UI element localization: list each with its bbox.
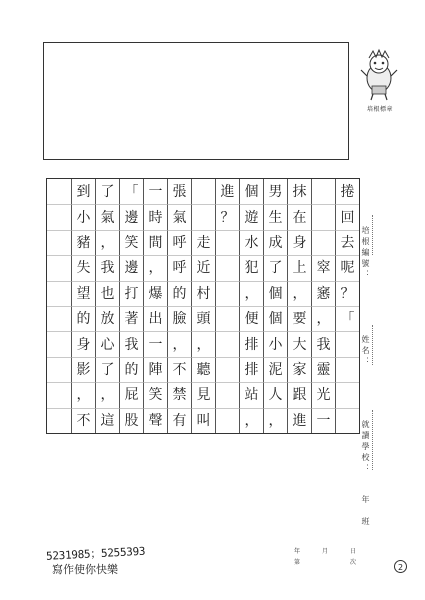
grid-cell: 生 (263, 204, 287, 229)
grid-cell: 的 (167, 281, 191, 306)
grid-cell: 股 (119, 408, 143, 433)
grid-cell: 邊 (119, 255, 143, 280)
grid-cell: 也 (95, 281, 119, 306)
grid-cell (215, 306, 239, 331)
grid-cell: 小 (71, 204, 95, 229)
grid-cell: 望 (71, 281, 95, 306)
grid-cell: 聲 (143, 408, 167, 433)
grid-cell (215, 331, 239, 356)
grid-cell: 呢 (335, 255, 359, 280)
grid-cell: 影 (71, 357, 95, 382)
grid-cell (47, 179, 71, 204)
writing-grid (46, 178, 360, 434)
grid-cell: 放 (95, 306, 119, 331)
grid-cell: 我 (95, 255, 119, 280)
grid-cell: 氣 (167, 204, 191, 229)
teacher-comment-box (43, 42, 349, 160)
grid-cell: 打 (119, 281, 143, 306)
grid-cell: 抹 (287, 179, 311, 204)
grid-cell: 」 (119, 179, 143, 204)
grid-cell: 出 (143, 306, 167, 331)
grid-cell: 見 (191, 382, 215, 407)
grid-cell (335, 382, 359, 407)
grid-cell: 個 (263, 281, 287, 306)
grid-cell: 村 (191, 281, 215, 306)
grid-cell: ， (143, 255, 167, 280)
grid-cell: 笑 (143, 382, 167, 407)
grid-cell: 走 (191, 230, 215, 255)
grid-cell: 爆 (143, 281, 167, 306)
grid-cell: 個 (263, 306, 287, 331)
grid-cell (47, 255, 71, 280)
grid-cell: 一 (143, 179, 167, 204)
grid-cell: ， (191, 331, 215, 356)
grid-cell: 失 (71, 255, 95, 280)
grid-cell: 頭 (191, 306, 215, 331)
grid-cell: 」 (335, 306, 359, 331)
grid-cell: 我 (119, 331, 143, 356)
grid-cell (215, 281, 239, 306)
grid-cell: 了 (263, 255, 287, 280)
grid-cell: ？ (215, 204, 239, 229)
grid-cell: 笑 (119, 230, 143, 255)
grid-cell: 張 (167, 179, 191, 204)
grid-cell (47, 408, 71, 433)
grid-cell: 的 (71, 306, 95, 331)
grid-cell: 了 (95, 179, 119, 204)
grid-cell: 氣 (95, 204, 119, 229)
grid-cell: 進 (215, 179, 239, 204)
grid-cell: ， (239, 408, 263, 433)
grid-cell: 邊 (119, 204, 143, 229)
date-month: 月 (322, 548, 329, 555)
grid-cell: ， (167, 331, 191, 356)
grid-cell: 個 (239, 179, 263, 204)
grid-cell: 水 (239, 230, 263, 255)
grid-cell: 遊 (239, 204, 263, 229)
date-day: 日 (350, 548, 357, 555)
grid-cell: 有 (167, 408, 191, 433)
grid-cell: 泥 (263, 357, 287, 382)
grid-cell: 身 (287, 230, 311, 255)
grid-cell: 一 (311, 408, 335, 433)
name-line (372, 325, 373, 365)
times-label: 次 (350, 559, 357, 566)
grid-cell: ， (71, 382, 95, 407)
grid-cell: 回 (335, 204, 359, 229)
grid-cell: 便 (239, 306, 263, 331)
grid-cell: ？ (335, 281, 359, 306)
grid-cell: 我 (311, 331, 335, 356)
grid-cell: 在 (287, 204, 311, 229)
date-year: 年 (294, 548, 301, 555)
grid-cell (311, 179, 335, 204)
editor-line (372, 215, 373, 255)
grid-cell: 排 (239, 331, 263, 356)
grid-cell: 臉 (167, 306, 191, 331)
grid-cell: 不 (167, 357, 191, 382)
grid-cell: 窸 (311, 281, 335, 306)
grid-cell: 陣 (143, 357, 167, 382)
phone-numbers: 5231985；5255393 (45, 544, 146, 563)
page-number: 2 (394, 560, 407, 573)
grid-cell: 聽 (191, 357, 215, 382)
grid-cell (47, 357, 71, 382)
grid-cell: 上 (287, 255, 311, 280)
grid-cell: ， (287, 281, 311, 306)
grid-cell: ， (239, 281, 263, 306)
grid-cell: 男 (263, 179, 287, 204)
grid-cell (47, 230, 71, 255)
grid-cell: 禁 (167, 382, 191, 407)
grid-cell: 豬 (71, 230, 95, 255)
grid-cell: 呼 (167, 255, 191, 280)
grid-cell: 屁 (119, 382, 143, 407)
grid-cell: 人 (263, 382, 287, 407)
grid-cell (335, 408, 359, 433)
grid-cell: ， (263, 408, 287, 433)
grid-cell (311, 204, 335, 229)
grid-cell: 成 (263, 230, 287, 255)
grid-cell (47, 382, 71, 407)
grid-cell: 心 (95, 331, 119, 356)
editor-number-label: 培根編號： (361, 226, 370, 281)
grid-cell: 進 (287, 408, 311, 433)
grid-cell: ， (95, 230, 119, 255)
grid-cell: 間 (143, 230, 167, 255)
grid-cell (47, 306, 71, 331)
grid-cell: 排 (239, 357, 263, 382)
grid-cell (311, 230, 335, 255)
grid-cell: ， (311, 306, 335, 331)
grid-cell: 犯 (239, 255, 263, 280)
grid-cell: 叫 (191, 408, 215, 433)
grid-cell: 捲 (335, 179, 359, 204)
grid-cell (191, 204, 215, 229)
mascot-stamp-icon (357, 48, 401, 102)
grid-cell: 光 (311, 382, 335, 407)
grid-cell: 時 (143, 204, 167, 229)
grid-cell: 要 (287, 306, 311, 331)
grid-cell (335, 331, 359, 356)
slogan: 寫作使你快樂 (52, 563, 118, 576)
grid-cell: 家 (287, 357, 311, 382)
grid-cell: 站 (239, 382, 263, 407)
grid-cell: 一 (143, 331, 167, 356)
grid-cell: 不 (71, 408, 95, 433)
grid-cell (215, 357, 239, 382)
stamp-caption: 培根標章 (366, 106, 393, 113)
grid-cell: 跟 (287, 382, 311, 407)
grid-cell: 的 (119, 357, 143, 382)
week-label: 第 (294, 559, 301, 566)
grid-cell: 近 (191, 255, 215, 280)
grid-cell (47, 204, 71, 229)
grid-cell: 小 (263, 331, 287, 356)
name-label: 姓名： (361, 335, 370, 368)
school-line (372, 410, 373, 470)
grade-label: 年 班 (361, 495, 370, 528)
grid-cell: 著 (119, 306, 143, 331)
school-label: 就讀學校： (361, 420, 370, 475)
grid-cell (215, 382, 239, 407)
grid-cell (191, 179, 215, 204)
grid-cell: 了 (95, 357, 119, 382)
grid-cell: 身 (71, 331, 95, 356)
grid-cell: 靈 (311, 357, 335, 382)
grid-cell (335, 357, 359, 382)
grid-cell (47, 281, 71, 306)
grid-cell: 窣 (311, 255, 335, 280)
grid-cell (215, 408, 239, 433)
grid-cell: 呼 (167, 230, 191, 255)
grid-cell: 到 (71, 179, 95, 204)
grid-cell (215, 255, 239, 280)
grid-cell (47, 331, 71, 356)
grid-cell: 這 (95, 408, 119, 433)
grid-cell: ， (95, 382, 119, 407)
grid-cell: 大 (287, 331, 311, 356)
grid-cell: 去 (335, 230, 359, 255)
grid-cell (215, 230, 239, 255)
